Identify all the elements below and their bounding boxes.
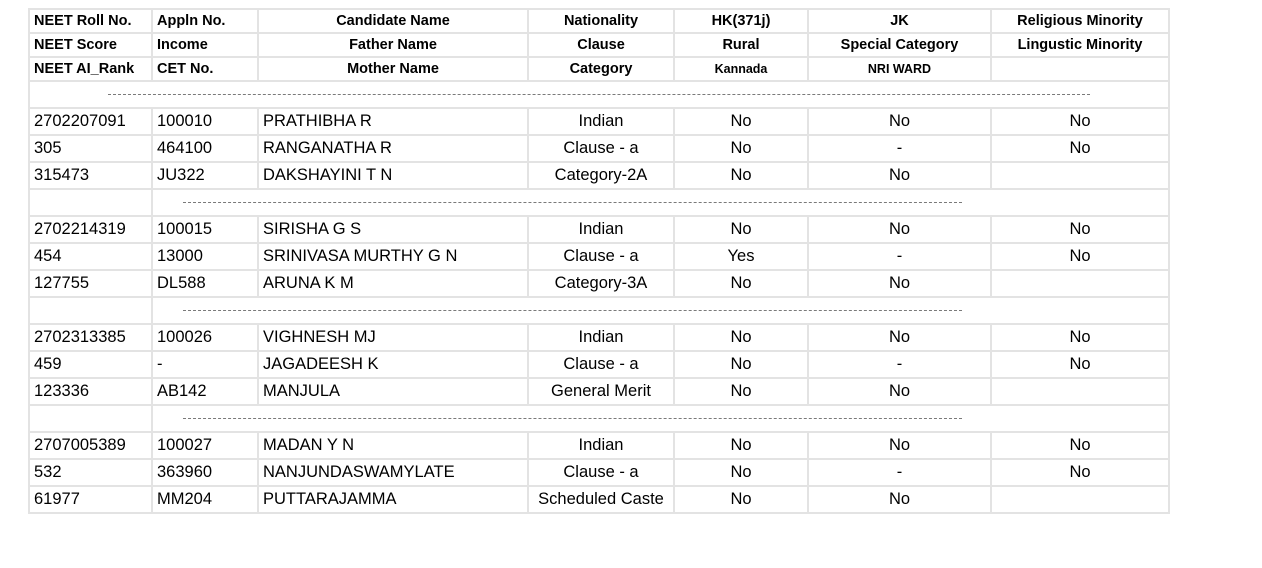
table-cell: No <box>674 351 808 378</box>
table-cell: No <box>674 378 808 405</box>
separator-cell <box>29 189 152 216</box>
table-cell <box>991 162 1169 189</box>
candidate-table <box>28 8 1170 514</box>
table-cell: JAGADEESH K <box>258 351 528 378</box>
table-cell: JU322 <box>152 162 258 189</box>
candidate-table-body <box>29 9 1169 513</box>
table-cell: Clause - a <box>528 135 674 162</box>
table-cell: 459 <box>29 351 152 378</box>
header-cell: NEET Roll No. <box>29 9 152 33</box>
separator-cell <box>29 297 152 324</box>
dashed-divider <box>108 94 1090 95</box>
table-cell: No <box>674 432 808 459</box>
table-row <box>29 378 1169 405</box>
dashed-divider <box>183 418 962 419</box>
header-cell: Father Name <box>258 33 528 57</box>
header-cell: HK(371j) <box>674 9 808 33</box>
separator-row <box>29 405 1169 432</box>
table-cell: 305 <box>29 135 152 162</box>
table-cell: Category-3A <box>528 270 674 297</box>
table-cell: No <box>674 486 808 513</box>
table-cell: Indian <box>528 108 674 135</box>
table-cell: No <box>991 351 1169 378</box>
table-cell: RANGANATHA R <box>258 135 528 162</box>
table-cell: - <box>808 135 991 162</box>
separator-cell <box>152 405 1169 432</box>
table-cell: 454 <box>29 243 152 270</box>
table-cell: No <box>674 270 808 297</box>
table-cell: No <box>808 216 991 243</box>
header-cell <box>991 57 1169 81</box>
header-cell: NRI WARD <box>808 57 991 81</box>
table-cell: No <box>808 108 991 135</box>
table-cell: 100026 <box>152 324 258 351</box>
table-cell: MM204 <box>152 486 258 513</box>
table-cell: General Merit <box>528 378 674 405</box>
table-cell: Indian <box>528 216 674 243</box>
table-row <box>29 108 1169 135</box>
header-cell: Appln No. <box>152 9 258 33</box>
header-row <box>29 9 1169 33</box>
table-cell: Scheduled Caste <box>528 486 674 513</box>
table-cell: No <box>674 162 808 189</box>
header-cell: Kannada <box>674 57 808 81</box>
table-cell: VIGHNESH MJ <box>258 324 528 351</box>
table-cell: Clause - a <box>528 459 674 486</box>
table-cell: No <box>808 378 991 405</box>
table-cell: 100027 <box>152 432 258 459</box>
table-cell: No <box>991 216 1169 243</box>
table-cell: - <box>808 351 991 378</box>
header-cell: JK <box>808 9 991 33</box>
table-cell: 123336 <box>29 378 152 405</box>
header-row <box>29 33 1169 57</box>
table-cell: 100015 <box>152 216 258 243</box>
table-cell: No <box>808 270 991 297</box>
header-cell: Mother Name <box>258 57 528 81</box>
table-cell: Clause - a <box>528 243 674 270</box>
table-row <box>29 162 1169 189</box>
separator-cell <box>152 297 1169 324</box>
separator-row <box>29 81 1169 108</box>
table-cell: 2707005389 <box>29 432 152 459</box>
table-cell: MANJULA <box>258 378 528 405</box>
header-cell: CET No. <box>152 57 258 81</box>
header-row <box>29 57 1169 81</box>
table-cell: No <box>808 432 991 459</box>
table-row <box>29 243 1169 270</box>
header-cell: Rural <box>674 33 808 57</box>
table-cell: NANJUNDASWAMYLATE <box>258 459 528 486</box>
table-cell <box>991 270 1169 297</box>
table-cell: No <box>674 324 808 351</box>
separator-cell <box>152 189 1169 216</box>
table-cell: ARUNA K M <box>258 270 528 297</box>
table-cell: 315473 <box>29 162 152 189</box>
table-cell: PRATHIBHA R <box>258 108 528 135</box>
table-row <box>29 324 1169 351</box>
table-cell: 363960 <box>152 459 258 486</box>
table-cell: 2702207091 <box>29 108 152 135</box>
header-cell: Income <box>152 33 258 57</box>
header-cell: NEET Score <box>29 33 152 57</box>
table-cell: 127755 <box>29 270 152 297</box>
header-cell: Clause <box>528 33 674 57</box>
table-row <box>29 135 1169 162</box>
table-row <box>29 216 1169 243</box>
header-cell: Lingustic Minority <box>991 33 1169 57</box>
table-cell: 2702313385 <box>29 324 152 351</box>
table-cell: 100010 <box>152 108 258 135</box>
separator-row <box>29 189 1169 216</box>
table-cell: 464100 <box>152 135 258 162</box>
table-row <box>29 459 1169 486</box>
header-cell: Special Category <box>808 33 991 57</box>
table-cell: MADAN Y N <box>258 432 528 459</box>
table-cell: - <box>808 459 991 486</box>
table-cell: 13000 <box>152 243 258 270</box>
table-cell: No <box>991 243 1169 270</box>
table-cell: PUTTARAJAMMA <box>258 486 528 513</box>
header-cell: NEET AI_Rank <box>29 57 152 81</box>
header-cell: Category <box>528 57 674 81</box>
table-cell: - <box>808 243 991 270</box>
table-cell: No <box>991 432 1169 459</box>
table-cell: No <box>991 324 1169 351</box>
table-cell: No <box>674 135 808 162</box>
table-cell: No <box>991 135 1169 162</box>
table-cell <box>991 378 1169 405</box>
table-cell: No <box>808 324 991 351</box>
table-cell: No <box>674 216 808 243</box>
dashed-divider <box>183 310 962 311</box>
table-cell: Indian <box>528 324 674 351</box>
dashed-divider <box>183 202 962 203</box>
table-cell: No <box>674 108 808 135</box>
separator-cell <box>29 81 1169 108</box>
table-cell: 2702214319 <box>29 216 152 243</box>
table-cell: No <box>991 108 1169 135</box>
table-cell: Yes <box>674 243 808 270</box>
table-cell: No <box>808 486 991 513</box>
table-cell: No <box>991 459 1169 486</box>
table-cell: No <box>674 459 808 486</box>
header-cell: Candidate Name <box>258 9 528 33</box>
table-cell: SRINIVASA MURTHY G N <box>258 243 528 270</box>
table-cell: DL588 <box>152 270 258 297</box>
table-cell: 61977 <box>29 486 152 513</box>
separator-row <box>29 297 1169 324</box>
table-cell: Category-2A <box>528 162 674 189</box>
table-cell: 532 <box>29 459 152 486</box>
header-cell: Religious Minority <box>991 9 1169 33</box>
table-row <box>29 432 1169 459</box>
table-cell: Indian <box>528 432 674 459</box>
table-cell: SIRISHA G S <box>258 216 528 243</box>
separator-cell <box>29 405 152 432</box>
table-cell: AB142 <box>152 378 258 405</box>
table-cell <box>991 486 1169 513</box>
table-row <box>29 486 1169 513</box>
table-row <box>29 270 1169 297</box>
table-cell: Clause - a <box>528 351 674 378</box>
table-cell: No <box>808 162 991 189</box>
table-cell: - <box>152 351 258 378</box>
table-row <box>29 351 1169 378</box>
table-cell: DAKSHAYINI T N <box>258 162 528 189</box>
header-cell: Nationality <box>528 9 674 33</box>
